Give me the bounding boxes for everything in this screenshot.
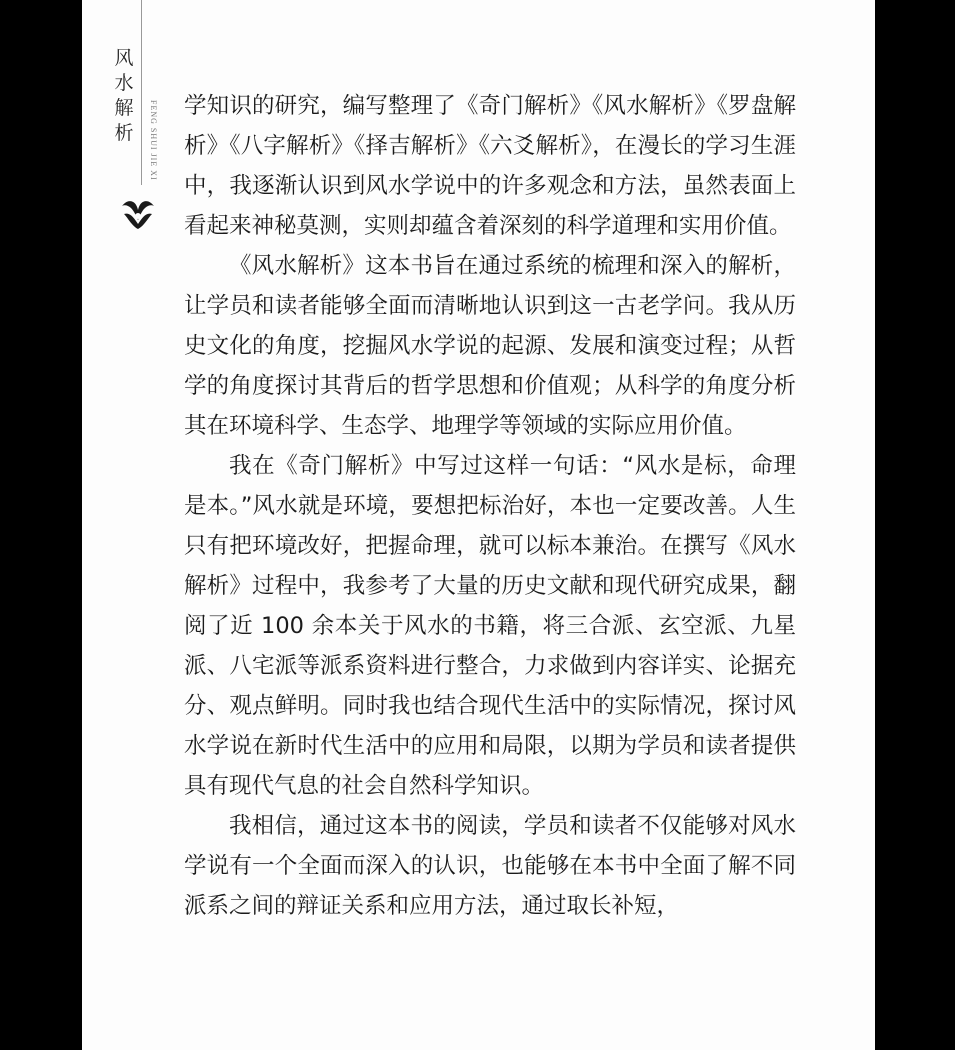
running-title-char: 水: [114, 72, 134, 94]
paragraph: 《风水解析》这本书旨在通过系统的梳理和深入的解析，让学员和读者能够全面而清晰地认识到这一古老学问。我从历史文化的角度，挖掘风水学说的起源、发展和演变过程；从哲学的角度探讨其背后的哲学思想和价值观；从科学的角度分析其在环境科学、生态学、地理学等领域的实际应用价值。: [184, 253, 796, 439]
paragraph: 学知识的研究，编写整理了《奇门解析》《风水解析》《罗盘解析》《八字解析》《择吉解析》《六爻解析》，在漫长的学习生涯中，我逐渐认识到风水学说中的许多观念和方法，虽然表面上看起来神秘莫测，实则却蕴含着深刻的科学道理和实用价值。: [184, 93, 796, 239]
paragraph: 我在《奇门解析》中写过这样一句话：“风水是标，命理是本。”风水就是环境，要想把标治好，本也一定要改善。人生只有把环境改好，把握命理，就可以标本兼治。在撰写《风水解析》过程中，我参考了大量的历史文献和现代研究成果，翻阅了近 100 余本关于风水的书籍，将三合派、玄空派、九星派、八宅派等派系资料进行整合，力求做到内容详实、论据充分、观点鲜明。同时我也结合现代生活中的实际情况，探讨风水学说在新时代生活中的应用和局限，以期为学员和读者提供具有现代气息的社会自然科学知识。: [184, 453, 796, 799]
running-title-char: 解: [114, 97, 134, 119]
body-text: [184, 86, 796, 926]
book-page: [82, 0, 875, 1050]
running-title-pinyin: FENG SHUI JIE XI: [149, 100, 158, 181]
book-emblem-icon: [118, 196, 158, 232]
paragraph: 我相信，通过这本书的阅读，学员和读者不仅能够对风水学说有一个全面而深入的认识，也能够在本书中全面了解不同派系之间的辩证关系和应用方法，通过取长补短，: [184, 813, 796, 919]
running-title-char: 析: [114, 122, 134, 144]
running-title: [104, 46, 144, 146]
running-title-char: 风: [114, 47, 134, 69]
